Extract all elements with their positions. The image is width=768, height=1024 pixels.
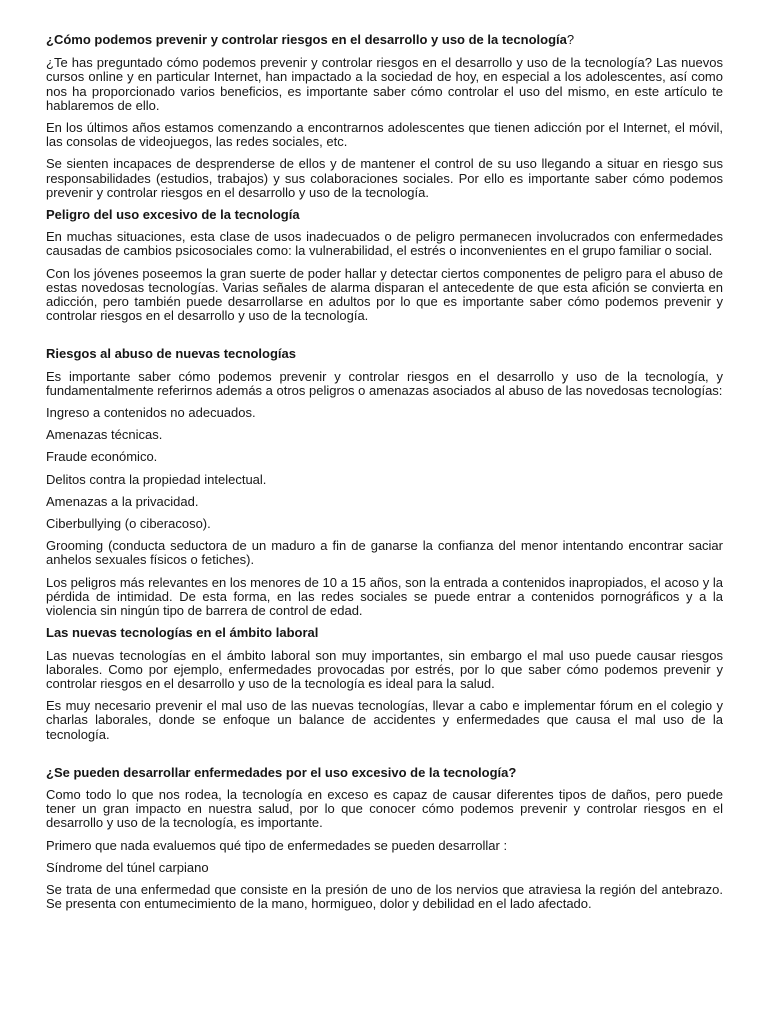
riesgos-list-item: Delitos contra la propiedad intelectual. [46, 471, 267, 487]
enfermedades-paragraph-3: Se trata de una enfermedad que consiste en la presión de uno de los nervios que atraviesa la región del antebrazo. Se presenta con entumecimiento de la mano, hormigueo, dolor y debilidad en el lado afectado. [46, 881, 723, 912]
intro-paragraph-3: Se sienten incapaces de desprenderse de ellos y de mantener el control de su uso llegando a situar en riesgo sus responsabilidades (estudios, trabajos) y sus colaboraciones sociales. Por ello es importante saber cómo podemos prevenir y controlar riesgos en el desarrollo y uso de la tecnología. [46, 156, 723, 200]
document-page [46, 33, 723, 919]
intro-paragraph-2: En los últimos años estamos comenzando a encontrarnos adolescentes que tienen adicción por el Internet, el móvil, las consolas de videojuegos, las redes sociales, etc. [46, 120, 723, 150]
laboral-paragraph-2: Es muy necesario prevenir el mal uso de las nuevas tecnologías, llevar a cabo e implementar fórum en el colegio y charlas laborales, donde se enfoque un balance de accidentes y enfermedades que causa el mal uso de la tecnología. [46, 698, 723, 742]
peligro-paragraph-2: Con los jóvenes poseemos la gran suerte de poder hallar y detectar ciertos componentes de peligro para el abuso de estas novedosas tecnologías. Varias señales de alarma disparan el antecedente de que esta afición se convierta en adicción, pero también puede desarrollarse en adultos por lo que es importante saber cómo podemos prevenir y controlar riesgos en el desarrollo y uso de la tecnología. [46, 265, 723, 324]
document-title-text: ¿Cómo podemos prevenir y controlar riesgos en el desarrollo y uso de la tecnología [46, 32, 567, 47]
section-heading-ambito-laboral: Las nuevas tecnologías en el ámbito laboral [46, 625, 319, 641]
riesgos-list [46, 406, 723, 568]
sindrome-tunel-carpiano-subheading: Síndrome del túnel carpiano [46, 859, 209, 875]
riesgos-list-item: Amenazas a la privacidad. [46, 493, 199, 509]
enfermedades-paragraph-2: Primero que nada evaluemos qué tipo de enfermedades se pueden desarrollar : [46, 837, 508, 853]
laboral-paragraph-1: Las nuevas tecnologías en el ámbito laboral son muy importantes, sin embargo el mal uso puede causar riesgos laborales. Como por ejemplo, enfermedades provocadas por estrés, por lo que saber cómo podemos prevenir y controlar riesgos en el desarrollo y uso de la tecnología es ideal para la salud. [46, 647, 723, 691]
riesgos-list-item: Ciberbullying (o ciberacoso). [46, 516, 211, 532]
intro-paragraph-1: ¿Te has preguntado cómo podemos prevenir y controlar riesgos en el desarrollo y uso de la tecnología? Las nuevos cursos online y en particular Internet, han impactado a la sociedad de hoy, en especial a los adolescentes, así como nos ha proporcionado varios beneficios, es importante saber cómo controlar el uso del mismo, en este artículo te hablaremos de ello. [46, 55, 723, 113]
peligro-paragraph-1: En muchas situaciones, esta clase de usos inadecuados o de peligro permanecen involucrados con enfermedades causadas de cambios psicosociales como: la vulnerabilidad, el estrés o inconvenientes en el grupo familiar o social. [46, 229, 723, 259]
section-heading-enfermedades: ¿Se pueden desarrollar enfermedades por el uso excesivo de la tecnología? [46, 764, 517, 780]
riesgos-intro-paragraph: Es importante saber cómo podemos prevenir y controlar riesgos en el desarrollo y uso de la tecnología, y fundamentalmente referirnos además a otros peligros o amenazas asociados al abuso de las novedosas tecnologías: [46, 368, 723, 398]
riesgos-closing-paragraph: Los peligros más relevantes en los menores de 10 a 15 años, son la entrada a contenidos inapropiados, el acoso y la pérdida de intimidad. De esta forma, en las redes sociales se puede entrar a contenidos pornográficos y a la violencia sin ningún tipo de barrera de control de edad. [46, 574, 723, 619]
section-heading-peligro: Peligro del uso excesivo de la tecnología [46, 207, 300, 223]
riesgos-list-item: Fraude económico. [46, 449, 158, 465]
riesgos-list-item: Grooming (conducta seductora de un maduro a fin de ganarse la confianza del menor intentando encontrar saciar anhelos sexuales físicos o fetiches). [46, 538, 723, 568]
document-title [46, 33, 723, 47]
enfermedades-paragraph-1: Como todo lo que nos rodea, la tecnología en exceso es capaz de causar diferentes tipos de daños, pero puede tener un gran impacto en nuestra salud, por lo que conocer cómo podemos prevenir y controlar riesgos en el desarrollo y uso de la tecnología, es importante. [46, 786, 723, 831]
riesgos-list-item: Amenazas técnicas. [46, 427, 163, 443]
document-title-question-mark: ? [566, 32, 575, 47]
riesgos-list-item: Ingreso a contenidos no adecuados. [46, 405, 256, 421]
section-heading-riesgos: Riesgos al abuso de nuevas tecnologías [46, 346, 296, 362]
